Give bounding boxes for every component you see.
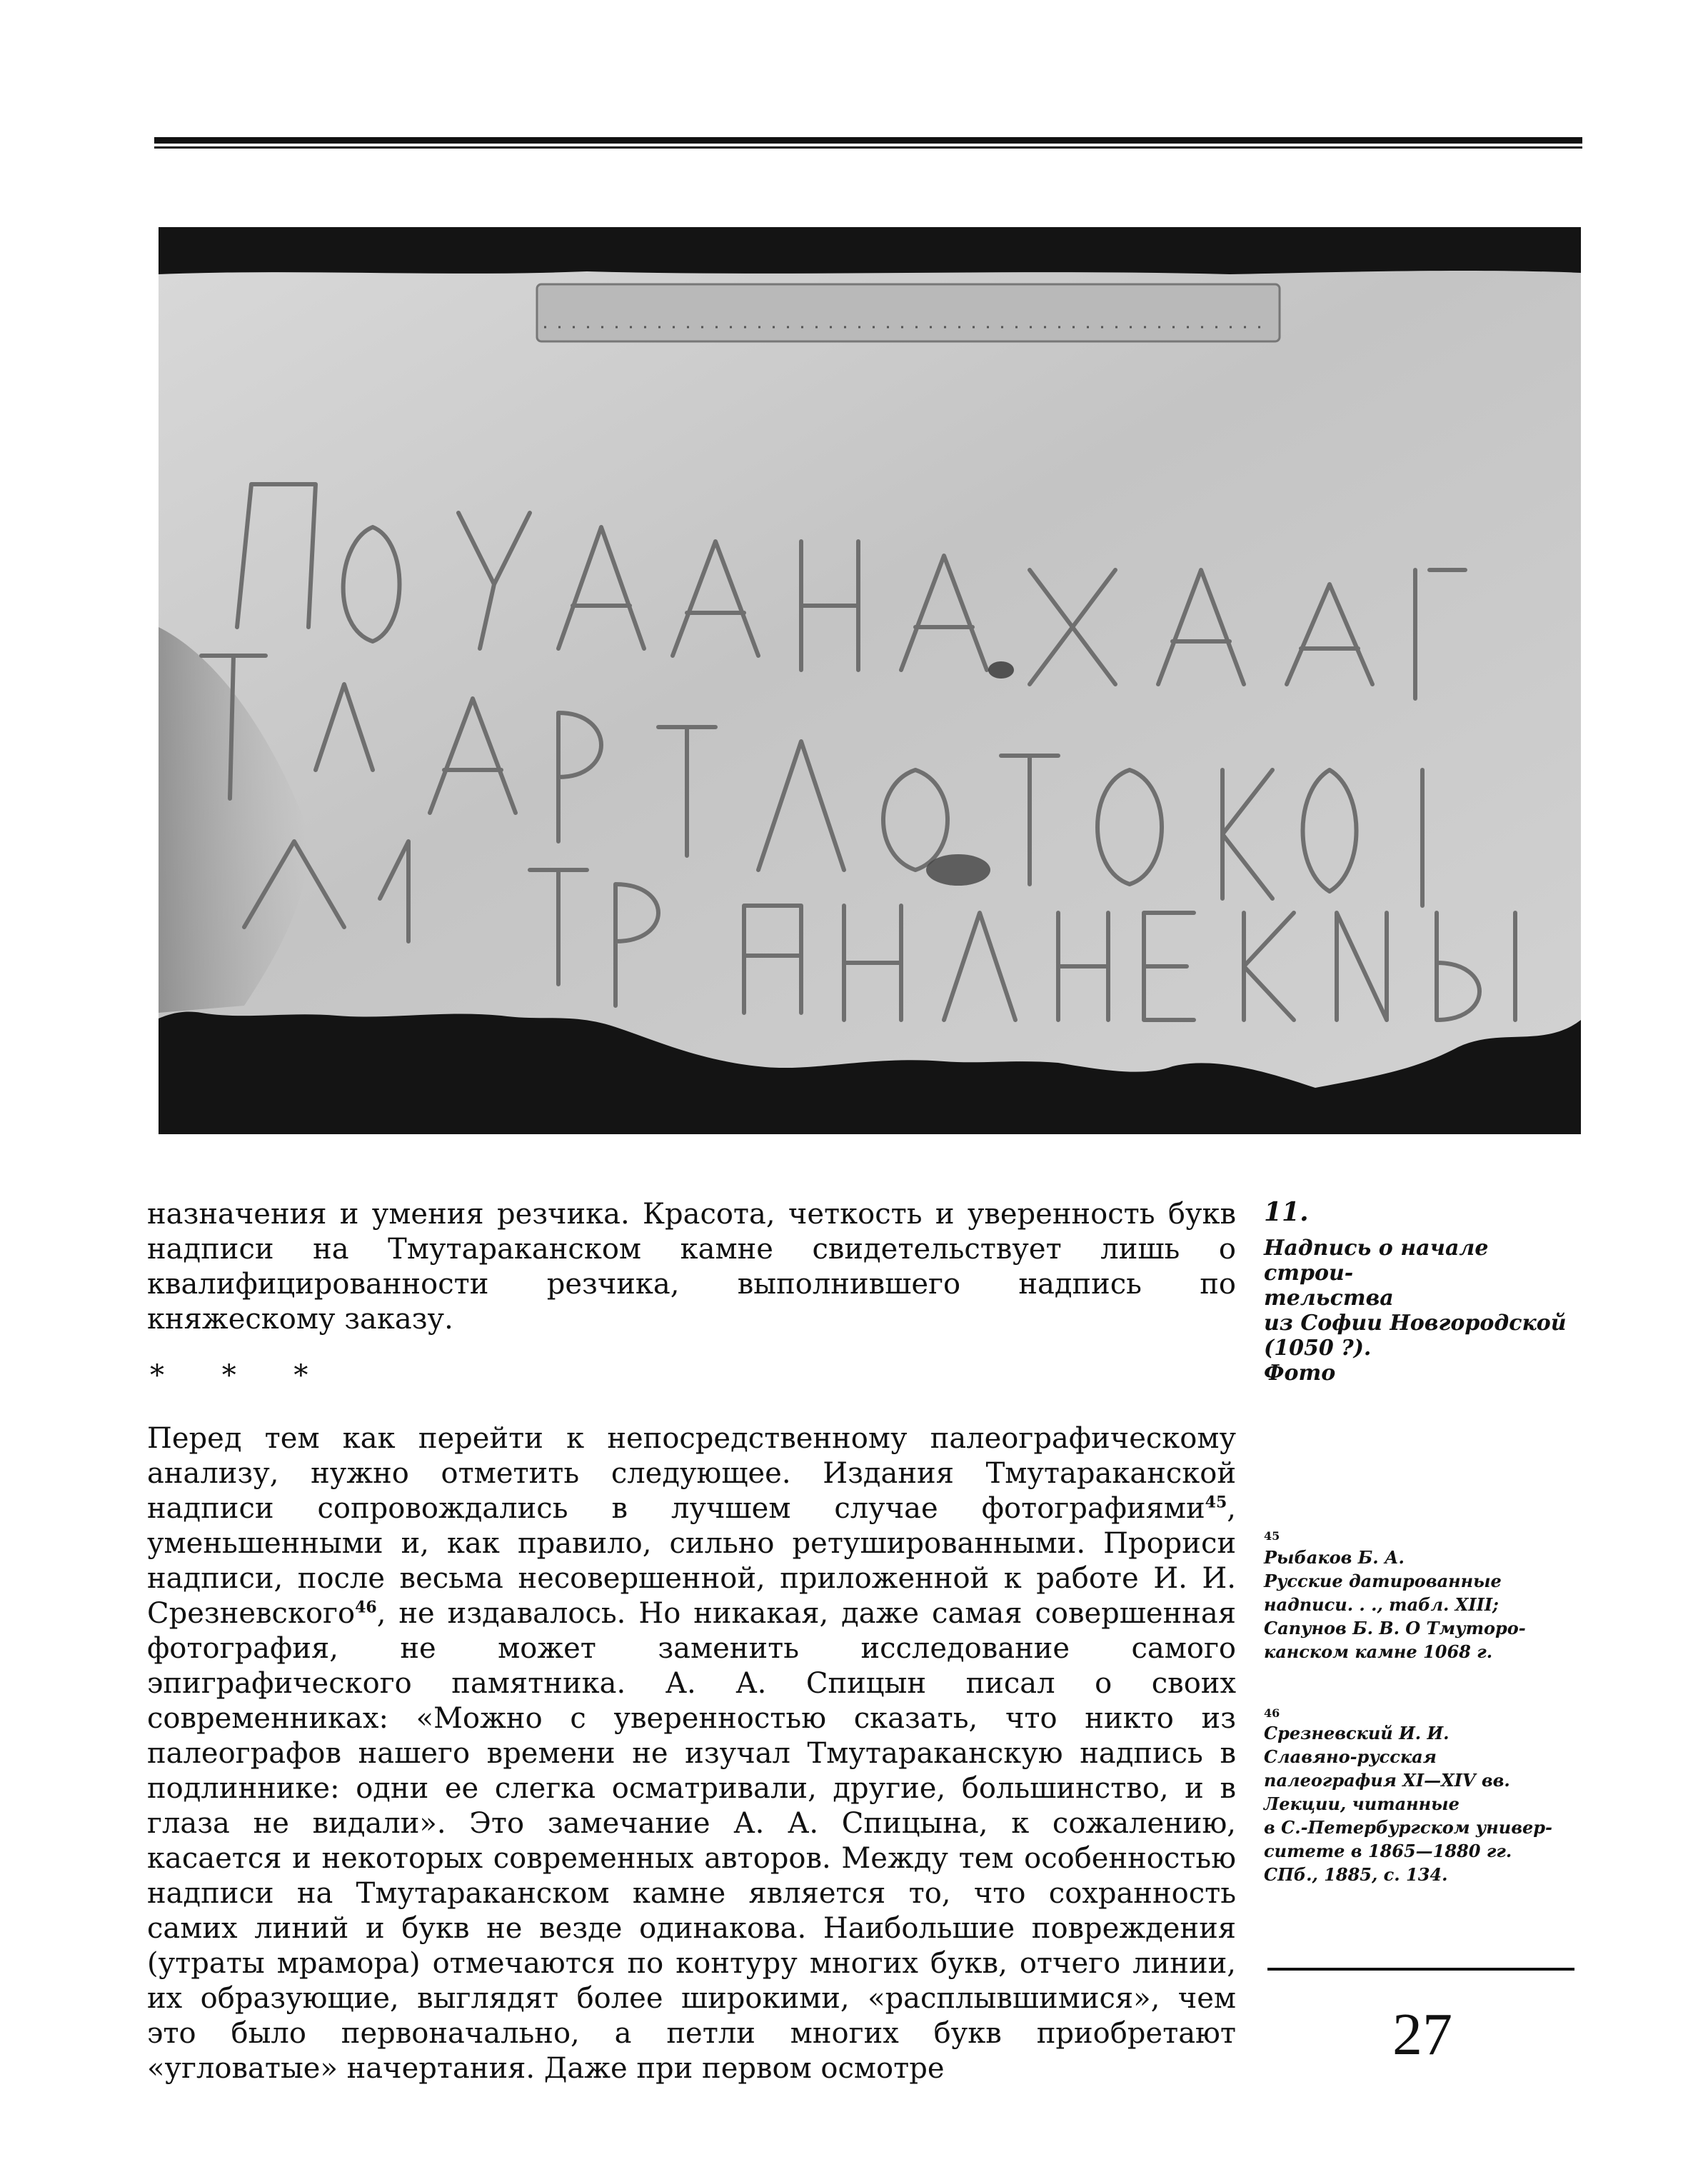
top-rule-thin [154, 146, 1582, 149]
footnote-line: палеография XI—XIV вв. [1264, 1770, 1510, 1791]
footnote-line: Срезневский И. И. [1264, 1723, 1450, 1743]
inscription-photo-drawing [159, 227, 1581, 1134]
page-number: 27 [1392, 2001, 1452, 2068]
footnote-line: Рыбаков Б. А. [1264, 1547, 1405, 1568]
section-separator: * * * [150, 1359, 333, 1392]
note-ref-46: 46 [355, 1598, 377, 1617]
paragraph-2-part-c: , не издавалось. Но никакая, даже самая совершенная фотография, не может заменить исследование самого эпиграфического памятника. А. А. Спицын писал о своих современниках: «Можно с уверенностью сказать, что никто из палеографов нашего времени не изучал Тмутараканскую надпись в подлиннике: одни ее слегка осматривали, другие, большинство, и в глаза не видали». Это замечание А. А. Спицына, к сожалению, касается и некоторых современных авторов. Между тем особенностью надписи на Тмутараканском камне является то, что сохранность самих линий и букв не везде одинакова. Наибольшие повреждения (утраты мрамора) отмечаются по контуру многих букв, отчего линии, их образующие, выглядят более широкими, «расплывшимися», чем это было первоначально, а петли многих букв приобретают «угловатые» начертания. Даже при первом осмотре [147, 1597, 1236, 2085]
footnote-46 [1264, 1721, 1578, 1886]
footnote-line: Славяно-русская [1264, 1746, 1437, 1767]
paragraph-2-part-b: , уменьшенными и, как правило, сильно ретушированными. Прориси надписи, после весьма несовершенной, приложенной к работе И. И. Срезневского [147, 1492, 1236, 1630]
footnote-line: Русские датированные [1264, 1571, 1502, 1591]
note-ref-45: 45 [1205, 1493, 1227, 1512]
caption-line: тельства [1264, 1286, 1394, 1311]
footnote-line: надписи. . ., табл. XIII; [1264, 1594, 1499, 1615]
caption-line: (1050 ?). [1264, 1336, 1372, 1361]
footnote-line: канском камне 1068 г. [1264, 1641, 1493, 1662]
plaster-damage-spot [926, 854, 990, 886]
caption-line: Фото [1264, 1361, 1336, 1386]
footnote-line: Лекции, читанные [1264, 1793, 1460, 1814]
footnote-line: ситете в 1865—1880 гг. [1264, 1841, 1512, 1861]
plaster-slab [159, 271, 1581, 1088]
figure-caption-number: 11. [1264, 1197, 1309, 1227]
caption-line: из Софии Новгородской [1264, 1311, 1567, 1336]
paragraph-2-part-a: Перед тем как перейти к непосредственному палеографическому анализу, нужно отметить следующее. Издания Тмутараканской надписи сопровождались в лучшем случае фотографиями [147, 1422, 1236, 1525]
footnote-rule [1267, 1968, 1574, 1971]
figure-caption [1264, 1236, 1578, 1386]
footnote-45 [1264, 1546, 1578, 1663]
footnote-line: СПб., 1885, с. 134. [1264, 1864, 1448, 1885]
footnote-line: Сапунов Б. В. О Тмуторо- [1264, 1618, 1526, 1638]
caption-line: Надпись о начале строи- [1264, 1236, 1489, 1286]
footnote-46-mark: 46 [1264, 1706, 1280, 1720]
body-paragraph-2 [147, 1421, 1236, 2086]
measuring-ruler [537, 284, 1280, 341]
footnote-line: в С.-Петербургском универ- [1264, 1817, 1553, 1838]
top-rule-thick [154, 137, 1582, 144]
body-paragraph-1: назначения и умения резчика. Красота, четкость и уверенность букв надписи на Тмутараканском камне свидетельствует лишь о квалифицированности резчика, выполнившего надпись по княжескому заказу. [147, 1198, 1236, 1336]
inscription-photo [159, 227, 1581, 1134]
plaster-damage-spot [988, 661, 1014, 679]
footnote-45-mark: 45 [1264, 1529, 1280, 1543]
